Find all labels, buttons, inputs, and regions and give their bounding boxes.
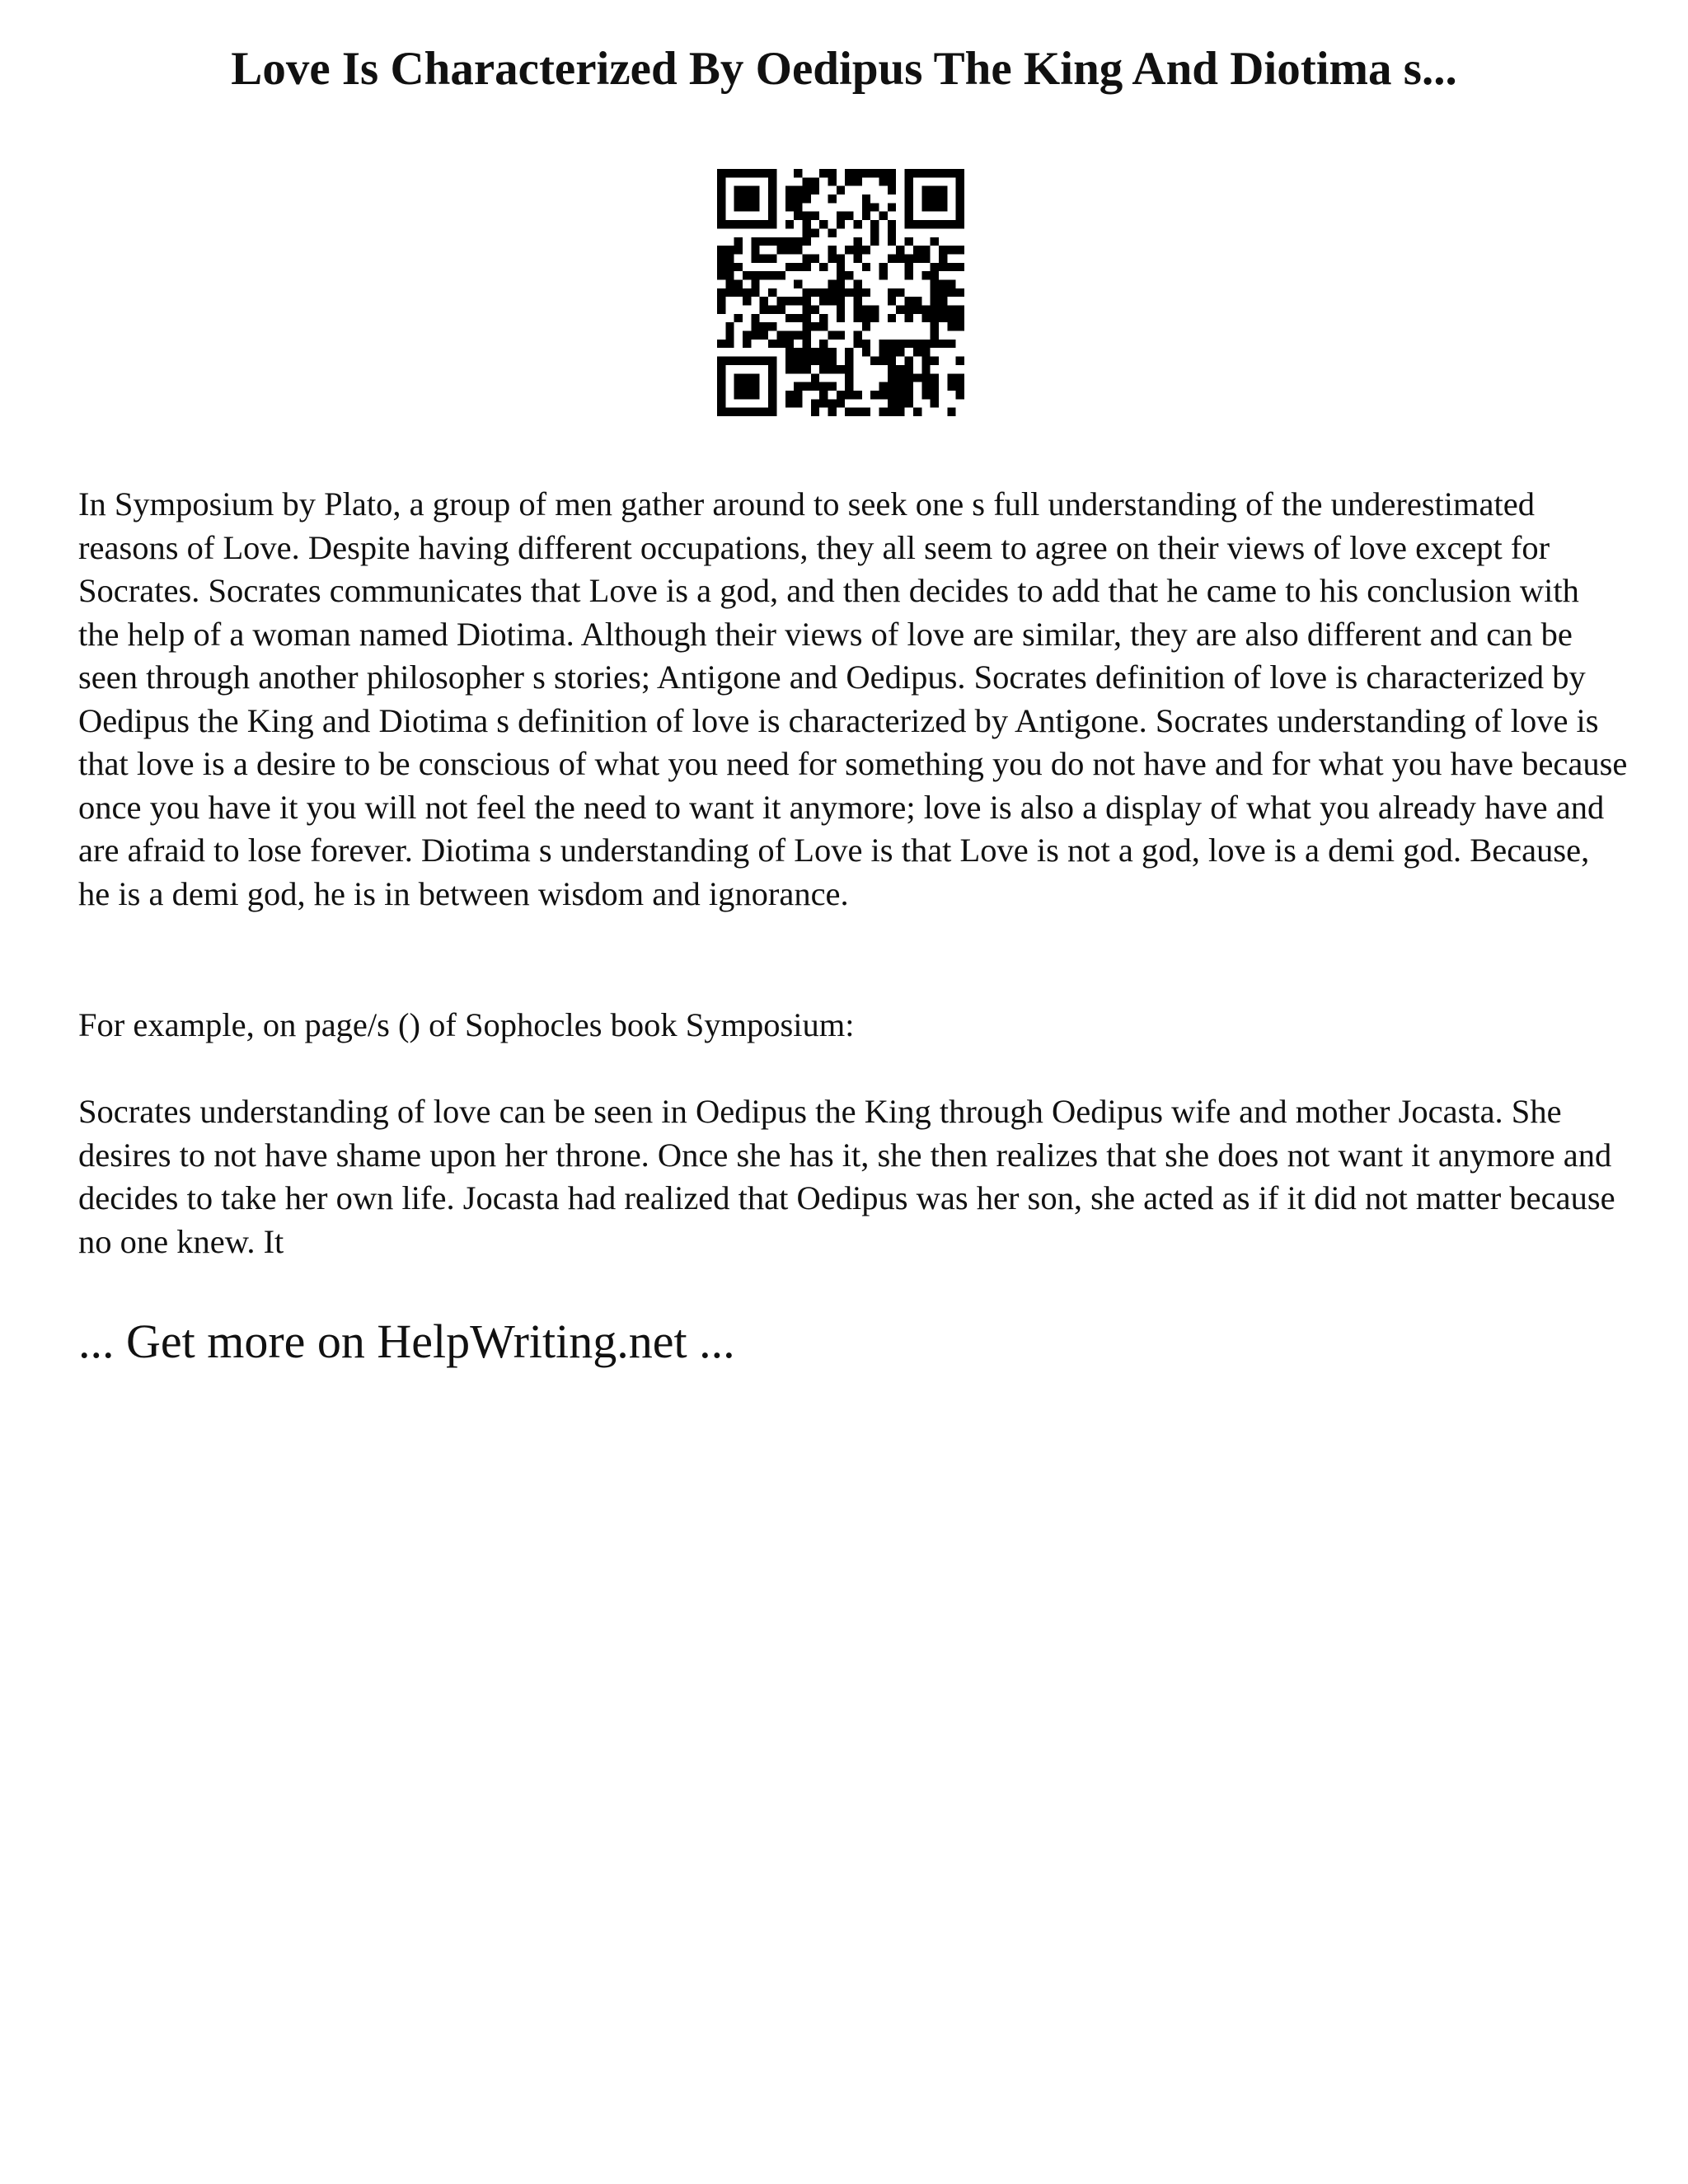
body-paragraph-intro: In Symposium by Plato, a group of men gather around to seek one s full understanding of the underestimated reasons of Love. Despite having different occupations, they all seem to agree on their views of love except for Socrates. Socrates communicates that Love is a god, and then decides to add that he came to his conclusion with the help of a woman named Diotima. Although their views of love are similar, they are also different and can be seen through another philosopher s stories; Antigone and Oedipus. Socrates definition of love is characterized by Oedipus the King and Diotima s definition of love is characterized by Antigone. Socrates understanding of love is that love is a desire to be conscious of what you need for something you do not have and for what you have because once you have it you will not feel the need to want it anymore; love is also a display of what you already have and are afraid to lose forever. Diotima s understanding of Love is that Love is not a god, love is a demi god. Because, he is a demi god, he is in between wisdom and ignorance. <box>78 485 1628 912</box>
body-paragraph-example: For example, on page/s () of Sophocles book Symposium: <box>78 1006 855 1043</box>
body-paragraph-jocasta: Socrates understanding of love can be seen in Oedipus the King through Oedipus wife and mother Jocasta. She desires to not have shame upon her throne. Once she has it, she then realizes that she does not want it anymore and decides to take her own life. Jocasta had realized that Oedipus was her son, she acted as if it did not matter because no one knew. It <box>78 1093 1615 1260</box>
page-title: Love Is Characterized By Oedipus The King And Diotima s... <box>231 43 1457 95</box>
qr-code-icon <box>717 169 964 416</box>
get-more-link[interactable]: ... Get more on HelpWriting.net ... <box>78 1315 735 1368</box>
